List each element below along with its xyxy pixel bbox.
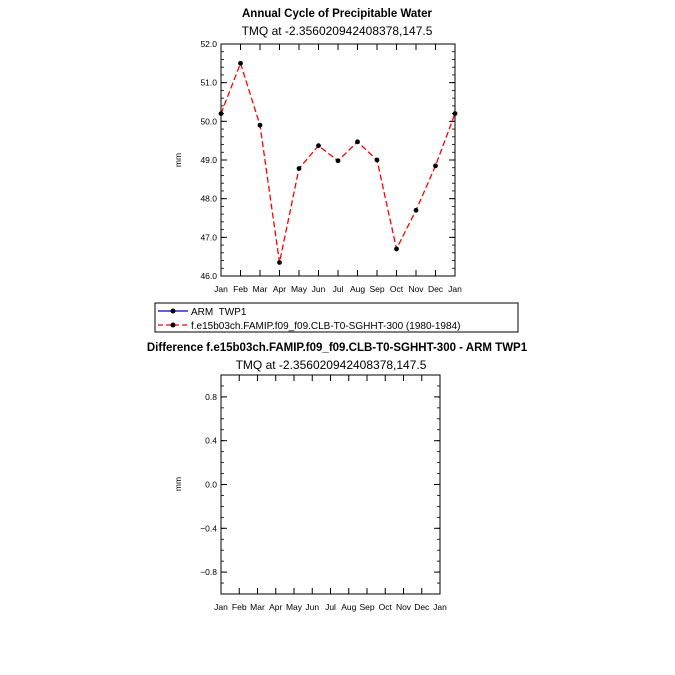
x-tick-label: Dec xyxy=(414,602,430,612)
data-point xyxy=(316,143,321,148)
data-point xyxy=(394,247,399,252)
data-point xyxy=(336,158,341,163)
plot-frame xyxy=(221,375,440,594)
data-point xyxy=(453,111,458,116)
y-tick-label: 49.0 xyxy=(200,155,217,165)
x-tick-label: Feb xyxy=(233,284,248,294)
x-tick-label: Jul xyxy=(332,284,344,294)
y-axis-label: mm xyxy=(173,476,183,492)
y-axis xyxy=(200,39,455,281)
series-lines xyxy=(219,61,458,265)
x-tick-label: May xyxy=(285,602,303,612)
y-tick-label: 46.0 xyxy=(200,271,217,281)
data-point xyxy=(238,61,243,66)
x-tick-label: Aug xyxy=(349,284,366,294)
y-tick-label: 0.0 xyxy=(205,479,217,490)
data-point xyxy=(219,111,224,116)
data-point xyxy=(355,139,360,144)
x-tick-label: Jan xyxy=(433,602,447,612)
data-point xyxy=(375,158,380,163)
chart-title: Difference f.e15b03ch.FAMIP.f09_f09.CLB-T0-SGHHT-300 - ARM TWP1 xyxy=(146,342,528,354)
y-axis-label: mm xyxy=(173,152,183,168)
chart-subtitle: TMQ at -2.356020942408378,147.5 xyxy=(241,24,433,38)
data-point xyxy=(258,123,263,128)
x-tick-label: Mar xyxy=(250,602,265,612)
x-axis xyxy=(214,375,447,612)
data-point xyxy=(414,208,419,213)
y-tick-label: 0.8 xyxy=(205,391,217,402)
y-tick-label: 47.0 xyxy=(200,232,217,243)
y-tick-label: 48.0 xyxy=(200,193,217,204)
legend-label-model: f.e15b03ch.FAMIP.f09_f09.CLB-T0-SGHHT-300 (1980-1984) xyxy=(191,321,461,332)
x-tick-label: Sep xyxy=(369,284,385,294)
x-tick-label: Mar xyxy=(252,284,268,294)
legend xyxy=(155,303,518,332)
x-tick-label: Aug xyxy=(341,602,357,612)
x-tick-label: Dec xyxy=(427,284,444,294)
annual-cycle-chart xyxy=(173,8,462,294)
y-tick-label: −0.4 xyxy=(200,523,217,534)
x-tick-label: Jul xyxy=(325,602,336,612)
legend-item-model xyxy=(158,321,460,332)
x-tick-label: Nov xyxy=(408,284,424,294)
legend-marker-arm xyxy=(171,309,176,314)
x-tick-label: Apr xyxy=(272,284,287,294)
x-tick-label: Oct xyxy=(389,284,404,294)
legend-label-arm: ARM TWP1 xyxy=(191,307,247,318)
data-point xyxy=(433,163,438,168)
y-axis xyxy=(200,375,440,594)
x-tick-label: Jan xyxy=(448,284,462,294)
x-tick-label: May xyxy=(290,284,308,294)
x-tick-label: Oct xyxy=(378,602,392,612)
y-tick-label: 51.0 xyxy=(200,77,217,88)
x-tick-label: Jun xyxy=(305,602,320,612)
chart-subtitle: TMQ at -2.356020942408378,147.5 xyxy=(235,358,427,372)
data-point xyxy=(297,166,302,171)
x-tick-label: Nov xyxy=(395,602,412,612)
x-axis xyxy=(214,44,462,294)
y-tick-label: 50.0 xyxy=(200,116,217,127)
x-tick-label: Sep xyxy=(359,602,375,612)
data-point xyxy=(277,260,282,265)
chart-title: Annual Cycle of Precipitable Water xyxy=(241,8,433,20)
x-tick-label: Apr xyxy=(269,602,283,612)
x-tick-label: Jun xyxy=(311,284,326,294)
legend-marker-model xyxy=(171,323,176,328)
x-tick-label: Feb xyxy=(231,602,247,612)
x-tick-label: Jan xyxy=(214,284,228,294)
difference-chart xyxy=(147,342,528,612)
y-tick-label: −0.8 xyxy=(200,567,217,578)
y-tick-label: 0.4 xyxy=(205,435,217,446)
x-tick-label: Jan xyxy=(214,602,228,612)
y-tick-label: 52.0 xyxy=(200,39,217,49)
